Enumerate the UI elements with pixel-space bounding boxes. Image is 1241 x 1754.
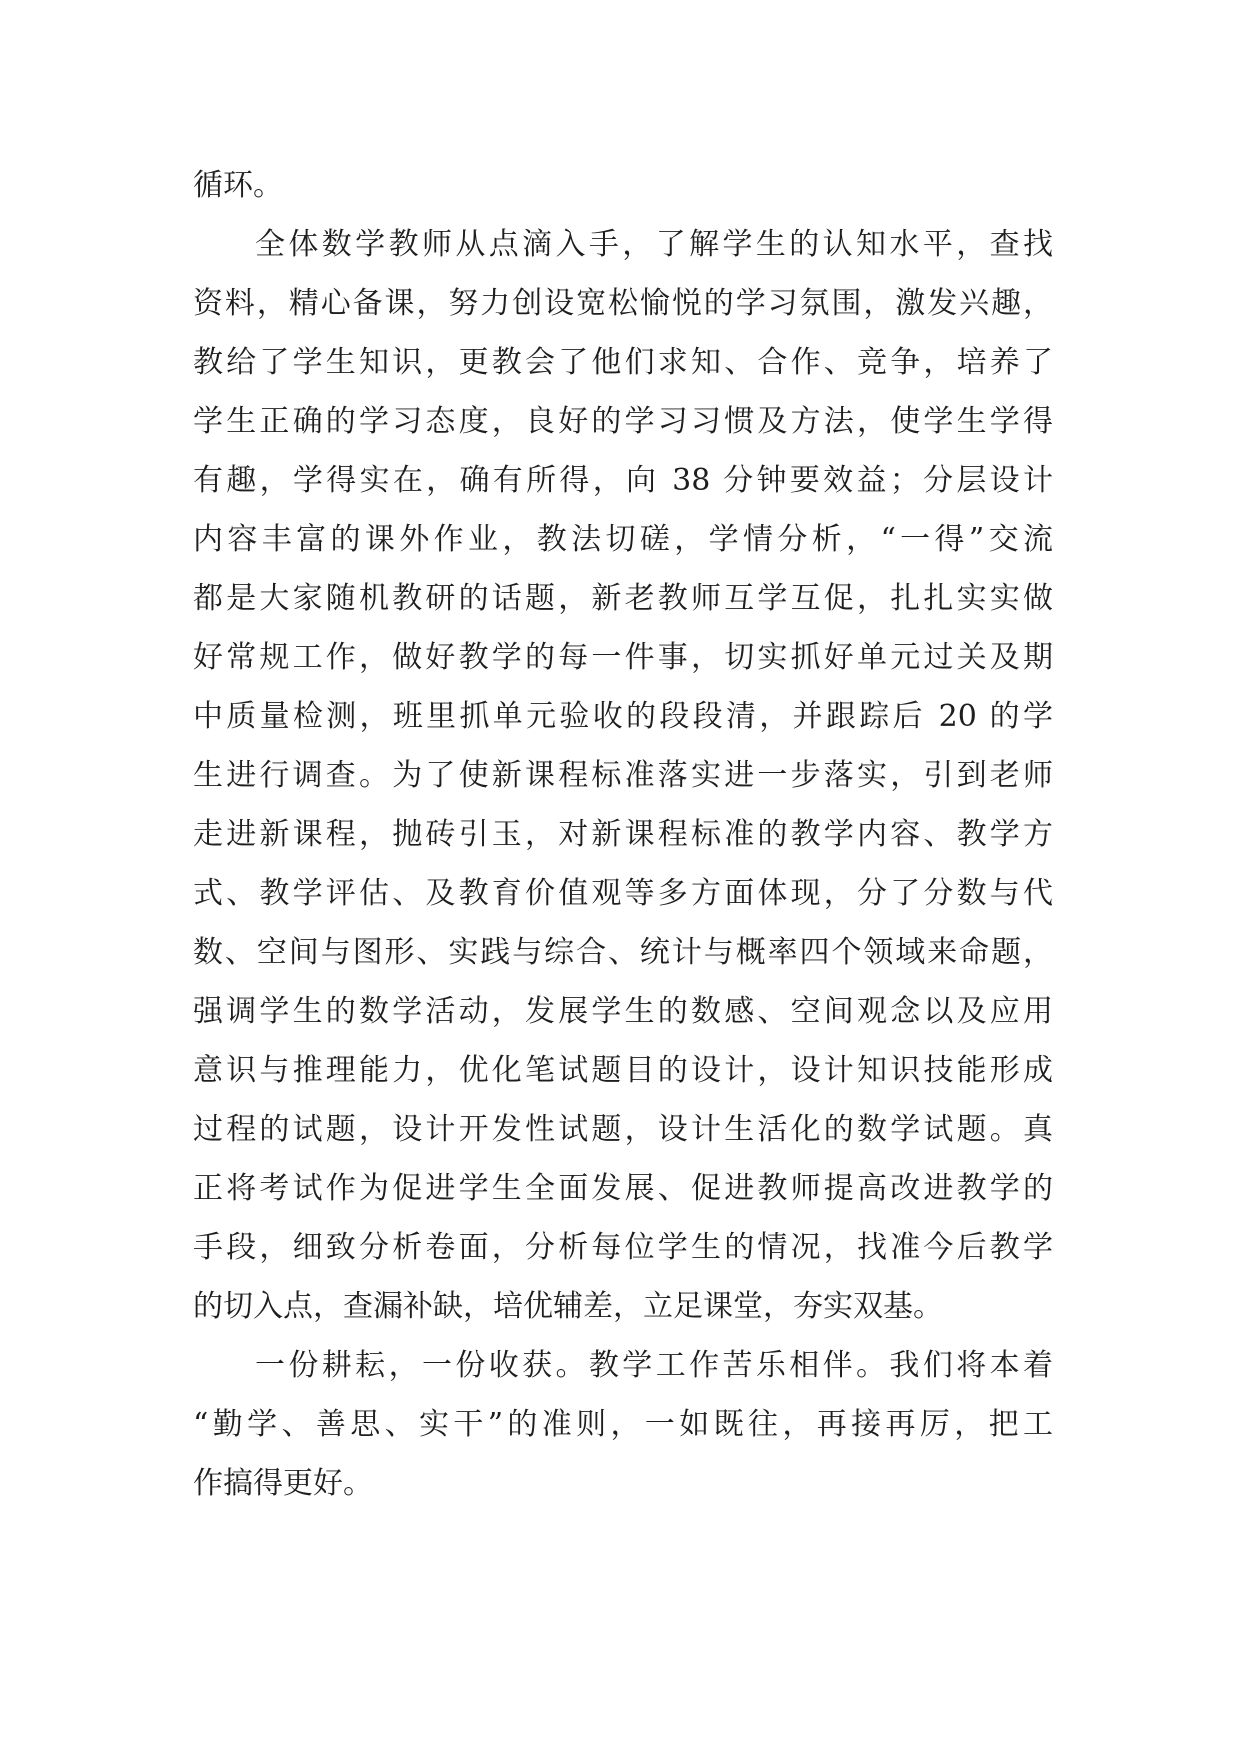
- text-line: 内容丰富的课外作业，教法切磋，学情分析，“一得”交流: [193, 522, 1053, 557]
- text-line: 意识与推理能力，优化笔试题目的设计，设计知识技能形成: [193, 1053, 1053, 1088]
- text-line: 循环。: [193, 168, 283, 203]
- paragraph-first-line: 全体数学教师从点滴入手，了解学生的认知水平，查找: [255, 227, 1053, 262]
- text-line: 有趣，学得实在，确有所得，向 38 分钟要效益；分层设计: [193, 463, 1053, 498]
- text-line: 中质量检测，班里抓单元验收的段段清，并跟踪后 20 的学: [193, 699, 1053, 734]
- text-line: 手段，细致分析卷面，分析每位学生的情况，找准今后教学: [193, 1230, 1053, 1265]
- text-line: 教给了学生知识，更教会了他们求知、合作、竞争，培养了: [193, 345, 1053, 380]
- text-line: 资料，精心备课，努力创设宽松愉悦的学习氛围，激发兴趣，: [193, 286, 1053, 321]
- text-line: 强调学生的数学活动，发展学生的数感、空间观念以及应用: [193, 994, 1053, 1029]
- paragraph-first-line: 一份耕耘，一份收获。教学工作苦乐相伴。我们将本着: [255, 1348, 1053, 1383]
- text-line: 过程的试题，设计开发性试题，设计生活化的数学试题。真: [193, 1112, 1053, 1147]
- text-line: 都是大家随机教研的话题，新老教师互学互促，扎扎实实做: [193, 581, 1053, 616]
- document-body: [193, 156, 1053, 1513]
- text-line: “勤学、善思、实干”的准则，一如既往，再接再厉，把工: [193, 1407, 1053, 1442]
- text-line: 的切入点，查漏补缺，培优辅差，立足课堂，夯实双基。: [193, 1289, 943, 1324]
- text-line: 作搞得更好。: [193, 1466, 373, 1501]
- text-line: 数、空间与图形、实践与综合、统计与概率四个领域来命题，: [193, 935, 1053, 970]
- text-line: 式、教学评估、及教育价值观等多方面体现，分了分数与代: [193, 876, 1053, 911]
- text-line: 正将考试作为促进学生全面发展、促进教师提高改进教学的: [193, 1171, 1053, 1206]
- text-line: 学生正确的学习态度，良好的学习习惯及方法，使学生学得: [193, 404, 1053, 439]
- text-line: 走进新课程，抛砖引玉，对新课程标准的教学内容、教学方: [193, 817, 1053, 852]
- text-line: 好常规工作，做好教学的每一件事，切实抓好单元过关及期: [193, 640, 1053, 675]
- text-line: 生进行调查。为了使新课程标准落实进一步落实，引到老师: [193, 758, 1053, 793]
